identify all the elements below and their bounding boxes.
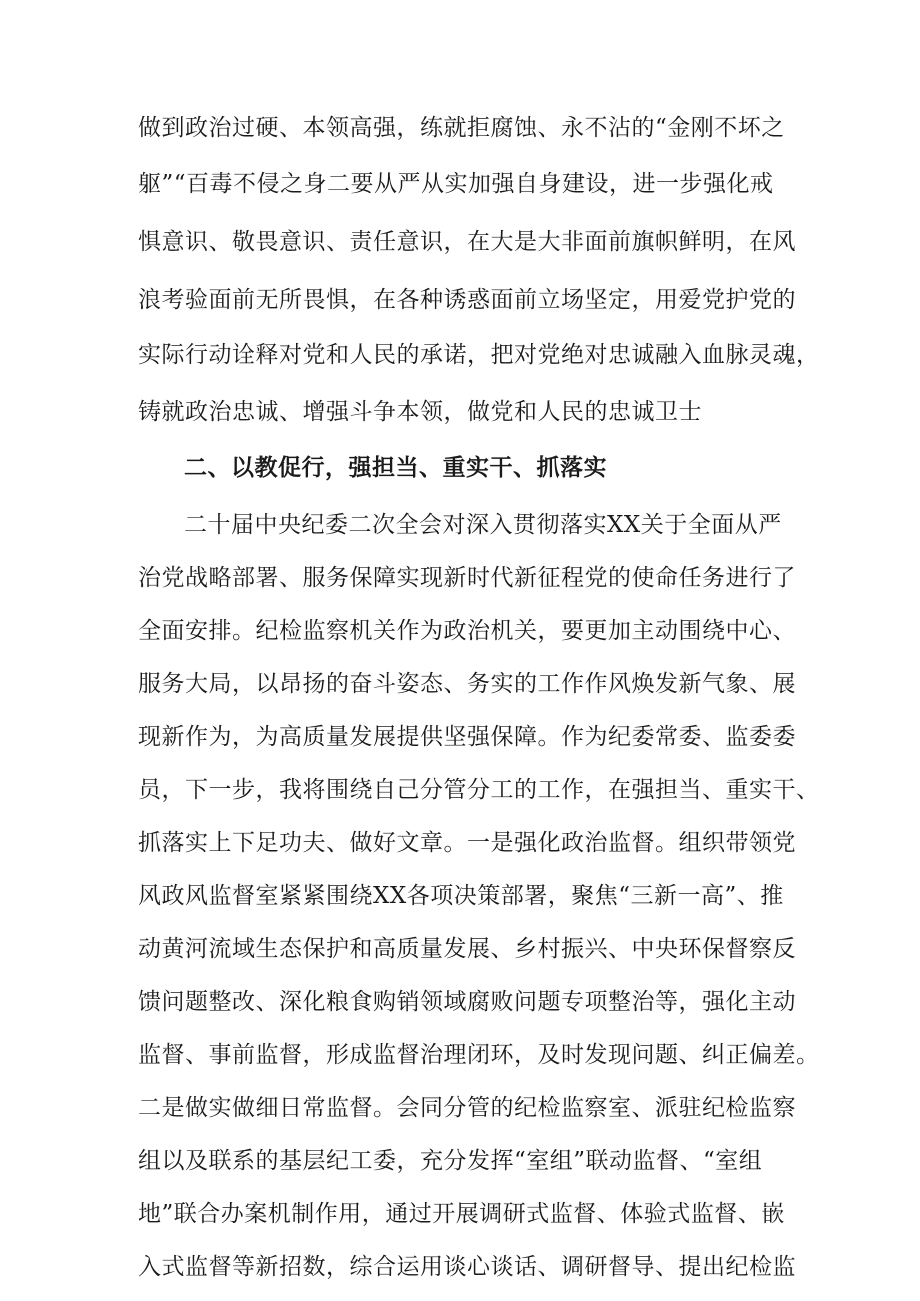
paragraph-2-line: 服务大局，以昂扬的奋斗姿态、务实的工作作风焕发新气象、展	[138, 671, 796, 697]
paragraph-2-line: 入式监督等新招数，综合运用谈心谈话、调研督导、提出纪检监	[138, 1254, 796, 1280]
paragraph-1-line: 浪考验面前无所畏惧，在各种诱惑面前立场坚定，用爱党护党的	[138, 287, 796, 313]
paragraph-1-line: 铸就政治忠诚、增强斗争本领，做党和人民的忠诚卫士	[138, 399, 702, 425]
paragraph-2-line: 馈问题整改、深化粮食购销领域腐败问题专项整治等，强化主动	[138, 989, 796, 1015]
paragraph-2-line: 监督、事前监督，形成监督治理闭环，及时发现问题、纠正偏差。	[138, 1042, 820, 1068]
paragraph-1-line: 惧意识、敬畏意识、责任意识，在大是大非面前旗帜鲜明，在风	[138, 229, 796, 255]
paragraph-1-line: 做到政治过硬、本领高强，练就拒腐蚀、永不沾的“金刚不坏之	[138, 115, 785, 141]
paragraph-2-line: 抓落实上下足功夫、做好文章。一是强化政治监督。组织带领党	[138, 830, 796, 856]
paragraph-2-line: 组以及联系的基层纪工委，充分发挥“室组”联动监督、“室组	[138, 1148, 763, 1174]
paragraph-2-line: 二十届中央纪委二次全会对深入贯彻落实XX关于全面从严	[184, 512, 782, 538]
paragraph-2-line: 地”联合办案机制作用，通过开展调研式监督、体验式监督、嵌	[138, 1201, 785, 1227]
section-heading: 二、以教促行，强担当、重实干、抓落实	[184, 455, 607, 481]
paragraph-2-line: 员，下一步，我将围绕自己分管分工的工作，在强担当、重实干、	[138, 777, 820, 803]
paragraph-1-line: 实际行动诠释对党和人民的承诺，把对党绝对忠诚融入血脉灵魂，	[138, 342, 820, 368]
paragraph-2-line: 现新作为，为高质量发展提供坚强保障。作为纪委常委、监委委	[138, 724, 796, 750]
paragraph-2-line: 治党战略部署、服务保障实现新时代新征程党的使命任务进行了	[138, 565, 796, 591]
paragraph-2-line: 全面安排。纪检监察机关作为政治机关，要更加主动围绕中心、	[138, 618, 796, 644]
paragraph-2-line: 二是做实做细日常监督。会同分管的纪检监察室、派驻纪检监察	[138, 1095, 796, 1121]
paragraph-1-line: 躯”“百毒不侵之身二要从严从实加强自身建设，进一步强化戒	[138, 171, 774, 197]
paragraph-2-line: 风政风监督室紧紧围绕XX各项决策部署，聚焦“三新一高”、推	[138, 883, 784, 909]
paragraph-2-line: 动黄河流域生态保护和高质量发展、乡村振兴、中央环保督察反	[138, 936, 796, 962]
